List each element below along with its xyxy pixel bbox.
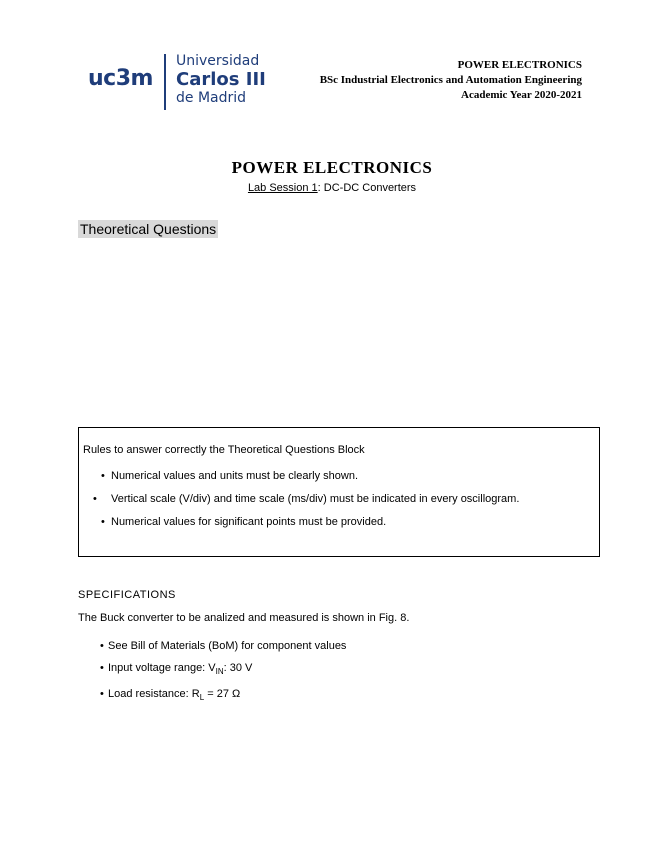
header-year: Academic Year 2020-2021 (461, 89, 582, 101)
spec-input-value: : 30 V (223, 662, 253, 674)
header-course: POWER ELECTRONICS (457, 59, 582, 71)
logo-line1: Universidad (176, 53, 260, 69)
rules-item: • Numerical values for significant points must be provided. (101, 514, 595, 530)
spec-load-sub: L (199, 693, 205, 703)
header-degree: BSc Industrial Electronics and Automation Engineering (319, 74, 582, 86)
logo-separator (164, 54, 166, 110)
specs-text: The Buck converter to be analized and measured is shown in Fig. 8. (78, 612, 410, 624)
rules-intro: Rules to answer correctly the Theoretical Questions Block (83, 444, 365, 456)
logo-line2: Carlos III (176, 69, 266, 90)
subtitle-session: Lab Session 1 (247, 182, 318, 194)
spec-input-voltage (100, 657, 346, 683)
rules-item: • Vertical scale (V/div) and time scale (ms/div) must be indicated in every oscillogram. (101, 491, 595, 507)
spec-load-resistance (100, 683, 346, 709)
specs-heading: SPECIFICATIONS (78, 589, 176, 601)
spec-bom: • See Bill of Materials (BoM) for component values (100, 635, 346, 657)
page-title: POWER ELECTRONICS (231, 158, 433, 177)
spec-load-value: = 27 Ω (204, 688, 241, 701)
rules-item: • Numerical values and units must be clearly shown. (101, 468, 595, 484)
spec-input-label: Input voltage range: V (108, 662, 216, 674)
page-subtitle (0, 182, 664, 194)
section-heading: Theoretical Questions (80, 221, 217, 237)
specs-list (100, 635, 346, 709)
university-logo (88, 52, 278, 114)
logo-line3: de Madrid (176, 90, 247, 106)
document-header (320, 58, 582, 103)
spec-load-label: Load resistance: R (108, 688, 200, 701)
subtitle-rest: : DC-DC Converters (317, 182, 417, 194)
rules-box (78, 427, 600, 557)
logo-text (176, 53, 266, 107)
logo-short: uc3m (88, 66, 153, 91)
rules-list (101, 468, 595, 537)
spec-input-sub: IN (215, 667, 224, 677)
